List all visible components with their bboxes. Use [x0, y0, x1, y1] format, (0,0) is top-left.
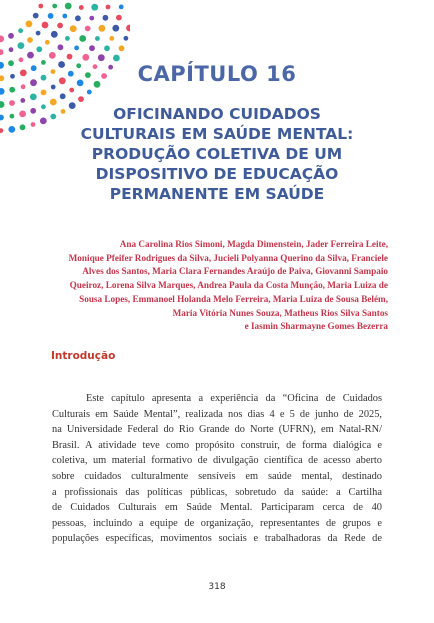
author-list	[48, 238, 388, 334]
decorative-dot	[40, 118, 47, 125]
title-line: CULTURAIS EM SAÚDE MENTAL:	[80, 125, 354, 143]
body-line: sobre cuidados culturalmente sensíveis em saúde mental, destinado	[52, 470, 382, 482]
body-line: Brasil. A atividade teve como propósito construir, de forma dialógica e	[52, 439, 382, 451]
decorative-dot	[57, 23, 63, 29]
decorative-dot	[31, 122, 36, 127]
decorative-dot	[74, 46, 79, 51]
decorative-dot	[9, 87, 15, 93]
decorative-dot	[98, 54, 105, 61]
decorative-dot	[18, 42, 25, 49]
decorative-dot	[79, 35, 86, 42]
chapter-label: CAPÍTULO 16	[137, 62, 297, 86]
decorative-dot	[103, 15, 109, 21]
title-line: DISPOSITIVO DE EDUCAÇÃO	[95, 165, 339, 183]
decorative-dot	[19, 111, 26, 118]
decorative-dot	[36, 31, 41, 36]
decorative-dot	[33, 13, 39, 19]
decorative-dot	[45, 40, 50, 45]
body-paragraph	[52, 391, 382, 547]
decorative-dot	[58, 44, 64, 50]
title-line: PERMANENTE EM SAÚDE	[109, 185, 325, 203]
decorative-dot	[75, 15, 81, 21]
decorative-dot	[0, 115, 4, 121]
body-line: Culturais em Saúde Mental”, realizada nos dias 4 e 5 de junho de 2025,	[52, 408, 382, 420]
author-line: Maria Vitória Nunes Souza, Matheus Rios Silva Santos	[172, 307, 388, 318]
decorative-dot	[113, 55, 120, 62]
decorative-dot	[99, 25, 106, 32]
decorative-dot	[30, 108, 36, 114]
decorative-dot	[112, 25, 119, 32]
decorative-dot	[119, 45, 125, 51]
decorative-dot	[36, 46, 42, 52]
decorative-dot	[38, 4, 43, 9]
decorative-dot	[10, 114, 15, 119]
page-number: 318	[208, 582, 226, 592]
author-line: e Iasmin Sharmayne Gomes Bezerra	[244, 321, 388, 332]
decorative-dot	[116, 15, 122, 21]
decorative-dot	[60, 93, 66, 99]
decorative-dot	[0, 88, 5, 95]
decorative-dot	[69, 88, 74, 93]
author-line: Sousa Lopes, Emmanoel Holanda Melo Ferreira, Maria Luiza de Sousa Belém,	[79, 293, 388, 304]
decorative-dot	[20, 124, 26, 130]
decorative-dot	[85, 26, 91, 32]
decorative-dot	[9, 47, 14, 52]
body-line: de Cuidados Culturais em Saúde Mental. Participaram cerca de 40	[52, 502, 382, 514]
section-heading: Introdução	[51, 350, 116, 362]
author-line: Alves dos Santos, Maria Clara Fernandes Araújo de Paiva, Giovanni Sampaio	[82, 266, 388, 277]
body-line: pessoas, incluindo a equipe de organização, representantes de grupos e	[52, 517, 382, 529]
decorative-dot	[126, 25, 130, 32]
decorative-dot	[87, 90, 92, 95]
decorative-dot	[0, 49, 4, 55]
decorative-dot	[18, 28, 23, 33]
body-line: na Universidade Federal do Rio Grande do Norte (UFRN), em Natal-RN/	[52, 424, 382, 436]
decorative-dot	[70, 25, 77, 32]
title-line: OFICINANDO CUIDADOS	[113, 105, 321, 123]
body-line: populações específicas, movimentos sociais e trabalhadoras da Rede de	[52, 533, 382, 545]
body-line: a profissionais das políticas públicas, sobretudo da saúde: a Cartilha	[52, 486, 382, 498]
decorative-dot	[79, 5, 84, 10]
decorative-dot	[106, 5, 111, 10]
decorative-dot	[89, 45, 95, 51]
decorative-dot	[26, 21, 33, 28]
author-line: Ana Carolina Rios Simoni, Magda Dimenstein, Jader Ferreira Leite,	[119, 239, 388, 249]
decorative-dot	[27, 37, 33, 43]
author-line: Monique Pfeifer Rodrigues da Silva, Jucieli Polyanna Querino da Silva, Franciele	[68, 252, 388, 263]
decorative-dot	[52, 4, 57, 9]
decorative-dot	[65, 3, 72, 10]
title-line: PRODUÇÃO COLETIVA DE UM	[91, 145, 343, 163]
decorative-dot	[20, 98, 25, 103]
decorative-dot	[8, 33, 14, 39]
decorative-dot	[104, 45, 110, 51]
decorative-dot	[109, 36, 114, 41]
decorative-dot	[82, 54, 89, 61]
decorative-dot	[78, 96, 84, 102]
decorative-dot	[41, 90, 47, 96]
body-line: coletiva, um material formativo de divulgação científica de acesso aberto	[52, 455, 382, 467]
decorative-dot	[9, 100, 15, 106]
decorative-dot	[124, 36, 129, 41]
decorative-dot	[62, 14, 67, 19]
decorative-dot	[8, 126, 15, 133]
decorative-dot	[95, 36, 100, 41]
decorative-dot	[48, 13, 54, 19]
decorative-dot	[65, 36, 70, 41]
decorative-dot	[30, 94, 37, 101]
decorative-dot	[0, 128, 3, 133]
decorative-dot	[119, 5, 124, 10]
decorative-dot	[27, 52, 34, 59]
decorative-dot	[41, 104, 46, 109]
decorative-dot	[91, 4, 98, 11]
decorative-dot	[49, 52, 56, 59]
decorative-dot	[0, 101, 5, 108]
author-line: Queiroz, Lorena Silva Marques, Andrea Paula da Costa Munção, Maria Luiza de	[69, 280, 388, 291]
decorative-dot	[67, 54, 73, 60]
body-line: Este capítulo apresenta a experiência da “Oficina de Cuidados	[86, 393, 382, 404]
decorative-dot	[0, 36, 4, 43]
decorative-dot	[42, 22, 49, 29]
chapter-title	[50, 104, 384, 204]
decorative-dot	[51, 31, 58, 38]
decorative-dot	[89, 16, 94, 21]
